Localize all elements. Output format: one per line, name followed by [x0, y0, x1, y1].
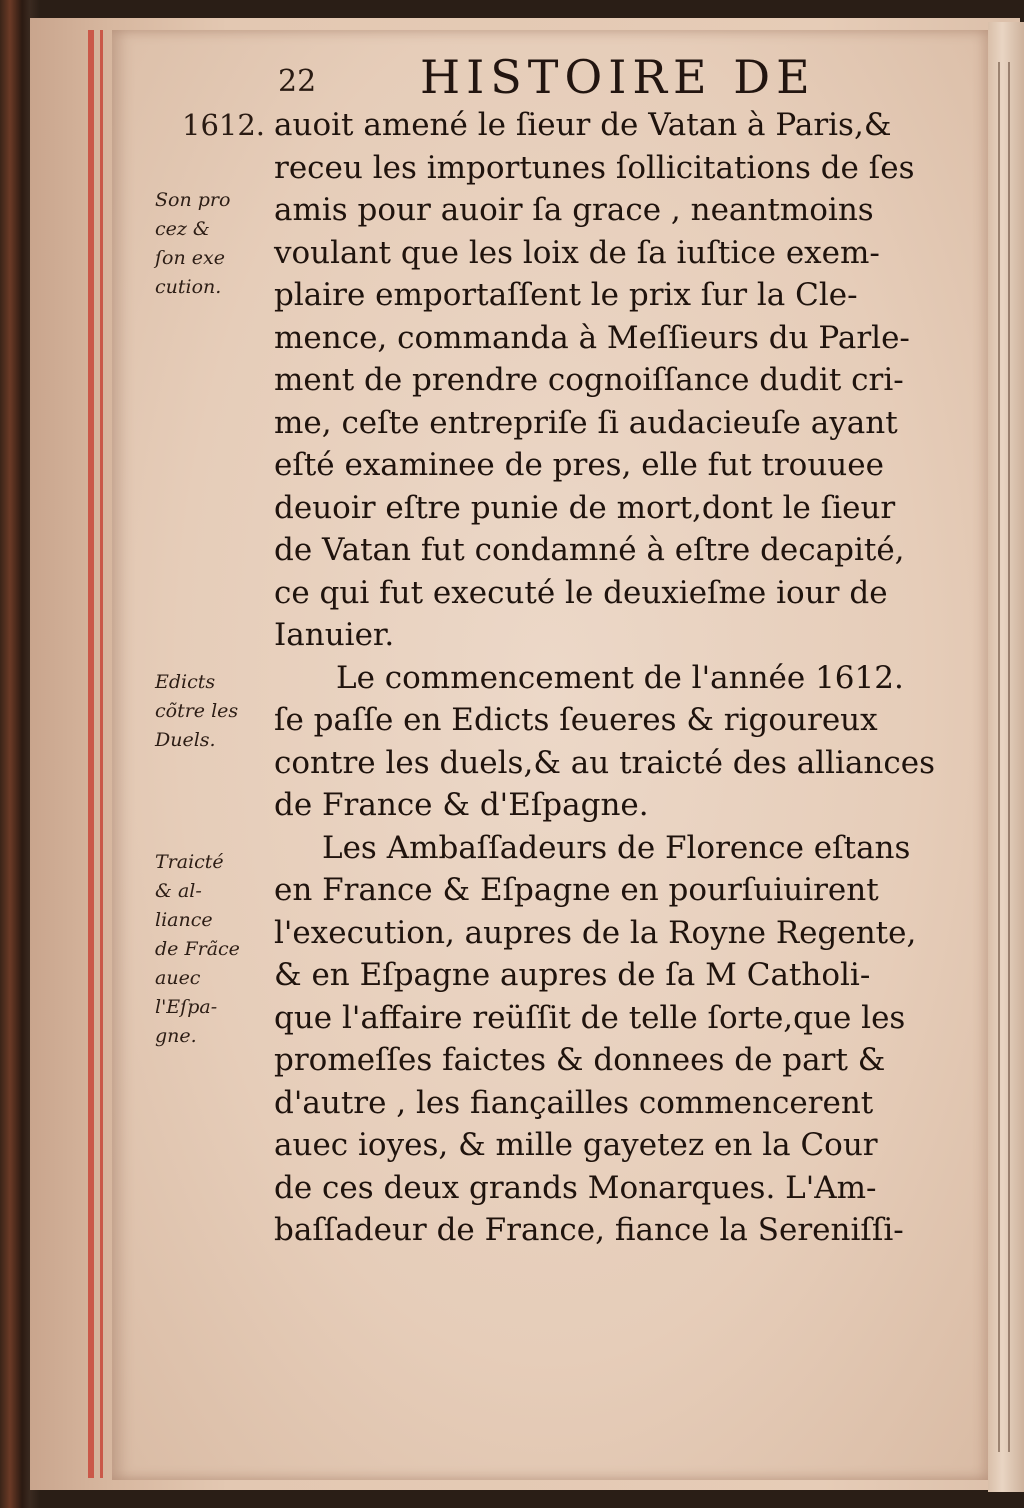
text-line: voulant que les loix de ſa iuſtice exem- [274, 234, 880, 271]
text-line: en France & Eſpagne en pourſuiuirent [274, 872, 879, 908]
facing-page-edge [988, 22, 1024, 1492]
text-line: receu les importunes ſollicitations de ſes [274, 149, 915, 186]
text-line: & en Eſpagne aupres de ſa M Catholi- [274, 957, 871, 993]
text-line: que l'affaire reüſſit de telle ſorte,que les [274, 999, 906, 1036]
text-line: auec ioyes, & mille gayetez en la Cour [274, 1127, 878, 1163]
margin-note-treaty [155, 848, 273, 1051]
text-line: amis pour auoir ſa grace , neantmoins [274, 192, 874, 228]
text-line: promeſſes faictes & donnees de part & [274, 1042, 886, 1078]
text-line: baſſadeur de France, fiance la Sereniſſi- [274, 1212, 904, 1248]
margin-note-line: liance [155, 909, 213, 931]
text-line: auoit amené le ſieur de Vatan à Paris,& [274, 107, 892, 143]
text-line: contre les duels,& au traicté des alliances [274, 744, 936, 781]
margin-note-line: ſon exe [155, 247, 225, 269]
text-line: de ces deux grands Monarques. L'Am- [274, 1169, 877, 1206]
margin-note-line: de Frãce [155, 938, 240, 960]
body-text [274, 104, 974, 1252]
paragraph-start-line: Le commencement de l'année 1612. [336, 659, 904, 696]
text-line: de Vatan fut condamné à eſtre decapité, [274, 532, 905, 568]
text-line: ce qui fut executé le deuxieſme iour de [274, 574, 888, 611]
margin-note-edicts [155, 668, 273, 755]
text-line: deuoir eſtre punie de mort,dont le ſieur [274, 489, 896, 526]
margin-note-line: gne. [155, 1025, 197, 1047]
edge-line [1008, 62, 1010, 1452]
page-header [0, 50, 1024, 106]
margin-note-line: Edicts [155, 671, 216, 693]
text-line: ment de prendre cognoiſſance dudit cri- [274, 362, 904, 398]
text-line: plaire emportaſſent le prix ſur la Cle- [274, 277, 858, 313]
margin-note-line: Duels. [155, 729, 216, 751]
text-line: Ianuier. [274, 617, 395, 653]
paragraph-start-line: Les Ambaſſadeurs de Florence eſtans [322, 829, 911, 866]
text-line: eſté examinee de pres, elle fut trouuee [274, 447, 884, 483]
text-line: de France & d'Eſpagne. [274, 787, 649, 823]
edge-line [998, 62, 1000, 1452]
running-title: HISTOIRE DE [420, 50, 816, 104]
margin-note-line: & al- [155, 880, 202, 902]
margin-note-line: cez & [155, 218, 210, 240]
text-line: mence, commanda à Meſſieurs du Parle- [274, 319, 910, 356]
text-line: d'autre , les fiançailles commencerent [274, 1084, 874, 1121]
page-number: 22 [278, 64, 317, 99]
red-page-edge [100, 30, 103, 1478]
margin-note-line: Son pro [155, 189, 231, 211]
margin-year: 1612. [182, 108, 266, 142]
margin-note-line: auec [155, 967, 201, 989]
margin-note-line: l'Eſpa- [155, 996, 218, 1018]
red-page-edge [88, 30, 94, 1478]
margin-note-line: cution. [155, 276, 222, 298]
margin-note-line: cõtre les [155, 700, 239, 722]
text-line: ſe paſſe en Edicts ſeueres & rigoureux [274, 702, 878, 738]
margin-note-execution [155, 186, 273, 302]
text-line: l'execution, aupres de la Royne Regente, [274, 914, 917, 951]
text-line: me, ceſte entrepriſe ſi audacieuſe ayant [274, 404, 898, 441]
margin-note-line: Traicté [155, 851, 224, 873]
